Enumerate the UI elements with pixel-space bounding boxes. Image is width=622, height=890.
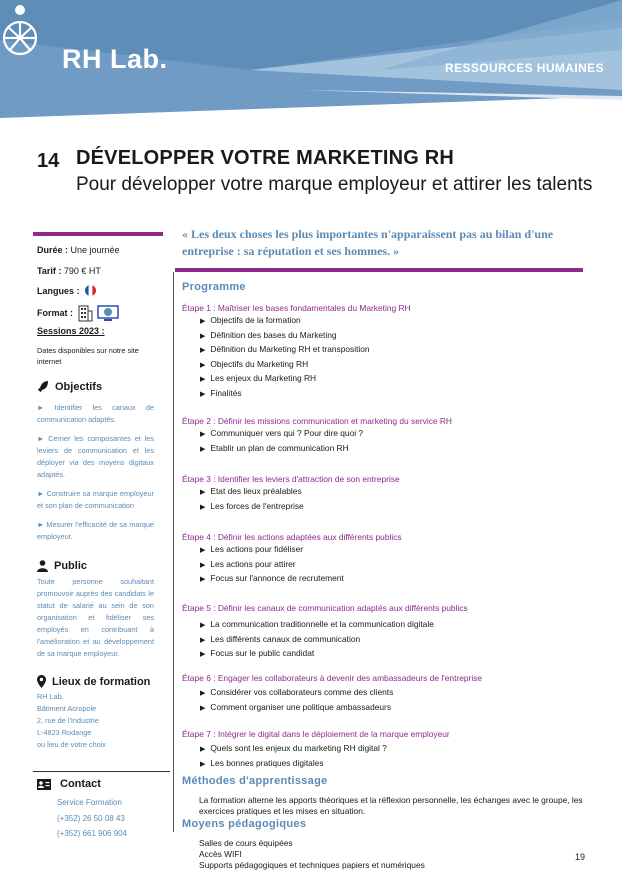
moyens-title: Moyens pédagogiques xyxy=(182,818,307,830)
step-item: ▶ Les différents canaux de communication xyxy=(200,633,434,648)
step-title: Étape 5 : Définir les canaux de communication adaptés aux différents publics xyxy=(182,603,468,613)
rocket-icon xyxy=(37,380,49,393)
methodes-title: Méthodes d'apprentissage xyxy=(182,775,328,787)
logo-icon xyxy=(0,0,40,58)
step-items xyxy=(200,314,370,402)
objectifs-title: Objectifs xyxy=(55,380,103,393)
step-title: Étape 4 : Définir les actions adaptées aux différents publics xyxy=(182,532,402,542)
step-items xyxy=(200,618,434,662)
contact-divider xyxy=(33,771,170,772)
lieux-address xyxy=(37,691,157,751)
location-pin-icon xyxy=(37,675,46,688)
course-number: 14 xyxy=(37,150,60,172)
quote: « Les deux choses les plus importantes n'apparaissent pas au bilan d'une entreprise : sa réputation et ses hommes. » xyxy=(182,227,554,258)
lieux-heading xyxy=(37,675,150,688)
lieux-line: L-4823 Rodange xyxy=(37,728,92,737)
right-accent-bar xyxy=(175,268,583,272)
public-heading xyxy=(37,560,87,572)
french-flag-icon xyxy=(85,285,96,296)
step-item: ▶ Les actions pour fidéliser xyxy=(200,543,344,558)
contact-heading xyxy=(37,778,101,790)
objectif-item: ► Construire sa marque employeur et son plan de communication xyxy=(37,489,154,510)
contact-line: (+352) 26 50 08 43 xyxy=(57,813,125,823)
tarif-value: 790 € HT xyxy=(63,266,101,276)
step-item: ▶ Les forces de l'entreprise xyxy=(200,500,304,515)
step-items xyxy=(200,686,393,715)
moyens-lines xyxy=(199,838,589,871)
page-header xyxy=(0,0,622,118)
contact-line: Service Formation xyxy=(57,798,122,807)
moyens-line: Accès WIFI xyxy=(199,849,242,859)
step-item: ▶ Les enjeux du Marketing RH xyxy=(200,372,370,387)
lieux-title: Lieux de formation xyxy=(52,675,151,688)
format-label: Format : xyxy=(37,308,73,318)
programme-title: Programme xyxy=(182,281,246,293)
format-row xyxy=(37,304,119,322)
step-items xyxy=(200,485,304,514)
public-text: Toute personne souhaitant promouvoir auprès des candidats le statut de salarié au sein de son organisation et fidéliser ses employés en contribuant à l'amélioration et au développement de sa marque employeur. xyxy=(37,577,154,658)
duree-value: Une journée xyxy=(70,245,120,255)
methodes-text: La formation alterne les apports théoriques et la réflexion personnelle, les échanges avec le groupe, les exercices pratiques et les mises en situation. xyxy=(199,795,583,816)
page-number: 19 xyxy=(575,852,586,862)
column-divider xyxy=(173,272,174,832)
step-item: ▶ Les bonnes pratiques digitales xyxy=(200,757,387,772)
step-item: ▶ Communiquer vers qui ? Pour dire quoi ? xyxy=(200,427,363,442)
building-icon xyxy=(77,304,93,322)
step-title: Étape 6 : Engager les collaborateurs à devenir des ambassadeurs de l'entreprise xyxy=(182,673,483,683)
step-item: ▶ Définition des bases du Marketing xyxy=(200,329,370,344)
tarif-row xyxy=(37,266,101,276)
langues-label: Langues : xyxy=(37,285,80,296)
page-title: DÉVELOPPER VOTRE MARKETING RH xyxy=(76,147,455,169)
step-item: ▶ Finalités xyxy=(200,387,370,402)
step-title: Étape 7 : Intégrer le digital dans le déploiement de la marque employeur xyxy=(182,729,450,739)
step-item: ▶ Etat des lieux préalables xyxy=(200,485,304,500)
step-item: ▶ La communication traditionnelle et la communication digitale xyxy=(200,618,434,633)
left-accent-bar xyxy=(33,232,163,236)
public-text-block xyxy=(37,576,154,667)
step-title: Étape 3 : Identifier les leviers d'attraction de son entreprise xyxy=(182,474,400,484)
person-icon xyxy=(37,560,48,572)
langues-row xyxy=(37,285,96,296)
objectif-item: ► Identifier les canaux de communication adaptés. xyxy=(37,403,154,424)
step-item: ▶ Quels sont les enjeux du marketing RH digital ? xyxy=(200,742,387,757)
lieux-line: Bâtiment Acropole xyxy=(37,704,97,713)
step-items xyxy=(200,742,387,771)
step-item: ▶ Focus sur le public candidat xyxy=(200,647,434,662)
moyens-line: Salles de cours équipées xyxy=(199,838,293,848)
step-item: ▶ Comment organiser une politique ambassadeurs xyxy=(200,701,393,716)
step-item: ▶ Focus sur l'annonce de recrutement xyxy=(200,572,344,587)
step-item: ▶ Objectifs de la formation xyxy=(200,314,370,329)
contact-lines xyxy=(57,795,127,842)
step-items xyxy=(200,543,344,587)
sessions-text: Dates disponibles sur notre site internet xyxy=(37,346,139,366)
lieux-line: 2, rue de l'Industrie xyxy=(37,716,99,725)
duree-row xyxy=(37,245,120,255)
step-item: ▶ Objectifs du Marketing RH xyxy=(200,358,370,373)
objectifs-list xyxy=(37,402,154,550)
category-label: RESSOURCES HUMAINES xyxy=(445,61,604,75)
objectif-item: ► Cerner les composantes et les leviers de communication et les déployer via des moyens digitaux adaptés. xyxy=(37,434,154,479)
brand-name: RH Lab. xyxy=(62,44,168,74)
step-items xyxy=(200,427,363,456)
contact-title: Contact xyxy=(60,778,101,790)
step-item: ▶ Etablir un plan de communication RH xyxy=(200,442,363,457)
tarif-label: Tarif : xyxy=(37,266,62,276)
contact-card-icon xyxy=(37,779,51,790)
step-item: ▶ Considérer vos collaborateurs comme des clients xyxy=(200,686,393,701)
duree-label: Durée : xyxy=(37,245,69,255)
step-item: ▶ Définition du Marketing RH et transposition xyxy=(200,343,370,358)
lieux-line: RH Lab. xyxy=(37,692,64,701)
contact-line: (+352) 661 906 904 xyxy=(57,829,128,838)
online-computer-icon xyxy=(97,305,119,322)
page-subtitle: Pour développer votre marque employeur et attirer les talents xyxy=(76,174,593,195)
objectif-item: ► Mesurer l'efficacité de sa marque employeur. xyxy=(37,520,154,541)
sessions-label: Sessions 2023 : xyxy=(37,326,105,336)
objectifs-heading xyxy=(37,380,102,393)
public-title: Public xyxy=(54,560,88,572)
step-title: Étape 1 : Maîtriser les bases fondamentales du Marketing RH xyxy=(182,303,411,313)
lieux-line: ou lieu de votre choix xyxy=(37,740,106,749)
step-title: Étape 2 : Définir les missions communication et marketing du service RH xyxy=(182,416,452,426)
step-item: ▶ Les actions pour attirer xyxy=(200,558,344,573)
moyens-line: Supports pédagogiques et techniques papiers et numériques xyxy=(199,860,425,870)
